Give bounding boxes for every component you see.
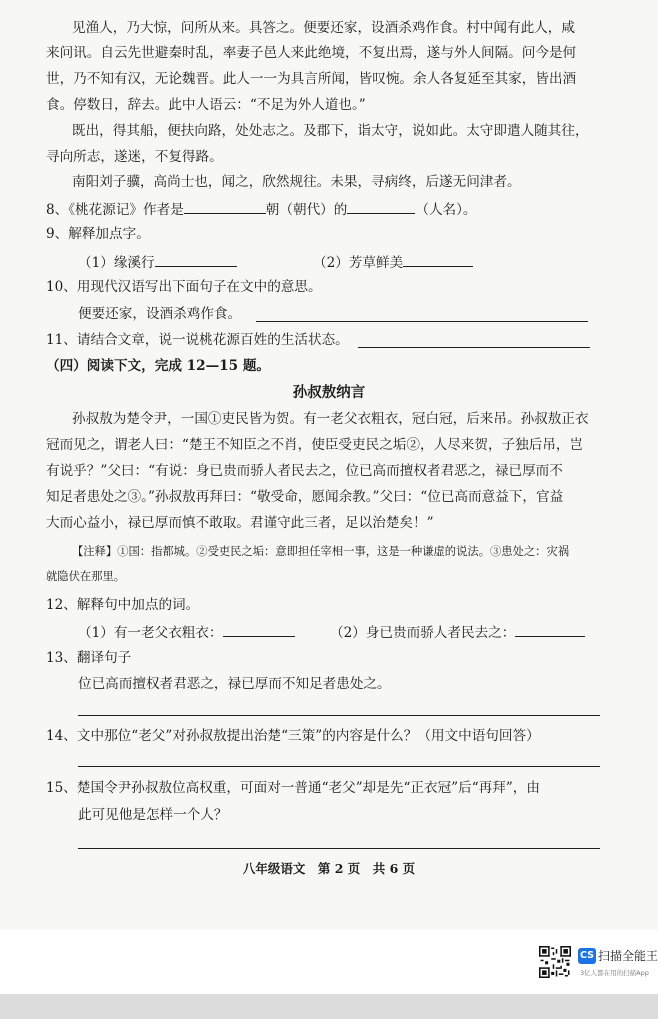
passage-title: 孙叔敖纳言 (292, 384, 366, 401)
question-12-title: 12、解释句中加点的词。 (46, 597, 200, 613)
question-10-title: 10、用现代汉语写出下面句子在文中的意思。 (46, 279, 322, 295)
answer-blank[interactable] (155, 252, 237, 267)
annotation-note: 就隐伏在那里。 (46, 570, 126, 583)
passage2-line: 冠而见之，谓老人曰：“楚王不知臣之不肖，使臣受吏民之垢②，人尽来贺，子独后吊，岂 (46, 437, 584, 453)
camscanner-logo-icon: CS (578, 948, 596, 964)
passage1-line: 既出，得其船，便扶向路，处处志之。及郡下，诣太守，说如此。太守即遣人随其往， (72, 123, 589, 139)
question-15-line: 此可见他是怎样一个人？ (78, 807, 228, 823)
question-9-title: 9、解释加点字。 (46, 226, 150, 242)
question-12-item-2: （2）身已贵而骄人者民去之： (330, 622, 585, 642)
question-9-item-1: （1）缘溪行 (78, 252, 237, 272)
question-13-title: 13、翻译句子 (46, 650, 132, 666)
question-14: 14、文中那位“老父”对孙叔敖提出治楚“三策”的内容是什么？（用文中语句回答） (46, 728, 540, 744)
passage2-line: 知足者患处之③。”孙叔敖再拜曰：“敬受命，愿闻余教。”父曰：“位已高而意益下，官益 (46, 489, 564, 505)
passage1-line: 食。停数日，辞去。此中人语云：“不足为外人道也。” (46, 97, 366, 113)
passage1-line: 见渔人，乃大惊，问所从来。具答之。便要还家，设酒杀鸡作食。村中闻有此人，咸 (72, 20, 575, 36)
answer-line[interactable] (78, 848, 600, 849)
answer-line[interactable] (256, 321, 588, 322)
scanner-brand: 扫描全能王 (598, 949, 658, 963)
answer-line[interactable] (358, 347, 590, 348)
bottom-bar (0, 994, 658, 1019)
passage1-line: 世，乃不知有汉，无论魏晋。此人一一为具言所闻，皆叹惋。余人各复延至其家，皆出酒 (46, 71, 577, 87)
question-8: 8、《桃花源记》作者是 朝（朝代）的 （人名）。 (46, 199, 477, 219)
page-footer: 八年级语文 第 2 页 共 6 页 (242, 861, 416, 876)
annotation-note: 【注释】①国：指都城。②受吏民之垢：意即担任宰相一事，这是一种谦虚的说法。③患处之：灾祸 (72, 545, 570, 558)
question-13-sentence: 位已高而擅权者君恶之，禄已厚而不知足者患处之。 (78, 676, 391, 692)
answer-line[interactable] (78, 766, 600, 767)
answer-blank[interactable] (403, 252, 473, 267)
answer-blank[interactable] (184, 199, 266, 214)
answer-blank[interactable] (515, 622, 585, 637)
question-12-item-1: （1）有一老父衣粗衣： (78, 622, 295, 642)
question-10-sentence: 便要还家，设酒杀鸡作食。 (78, 306, 242, 322)
passage2-line: 有说乎？”父曰：“有说：身已贵而骄人者民去之，位已高而擅权者君恶之，禄已厚而不 (46, 463, 563, 479)
passage2-line: 大而心益小，禄已厚而慎不敢取。君谨守此三者，足以治楚矣！” (46, 515, 434, 531)
question-15-line: 15、楚国令尹孙叔敖位高权重，可面对一普通“老父”却是先“正衣冠”后“再拜”，由 (46, 780, 540, 796)
answer-blank[interactable] (223, 622, 295, 637)
section-heading: （四）阅读下文，完成 12—15 题。 (46, 358, 271, 374)
passage1-line: 来问讯。自云先世避秦时乱，率妻子邑人来此绝境，不复出焉，遂与外人间隔。问今是何 (46, 45, 577, 61)
qr-code-icon (539, 946, 571, 978)
passage1-line: 寻向所志，遂迷，不复得路。 (46, 149, 223, 165)
passage1-line: 南阳刘子骥，高尚士也，闻之，欣然规往。未果，寻病终，后遂无问津者。 (72, 174, 521, 190)
question-11: 11、请结合文章，说一说桃花源百姓的生活状态。 (46, 332, 349, 348)
answer-line[interactable] (78, 715, 600, 716)
scanner-tagline: 3亿人都在用的扫描App (580, 969, 649, 977)
question-9-item-2: （2）芳草鲜美 (313, 252, 473, 272)
answer-blank[interactable] (347, 199, 415, 214)
passage2-line: 孙叔敖为楚令尹，一国①吏民皆为贺。有一老父衣粗衣，冠白冠，后来吊。孙叔敖正衣 (72, 411, 589, 427)
